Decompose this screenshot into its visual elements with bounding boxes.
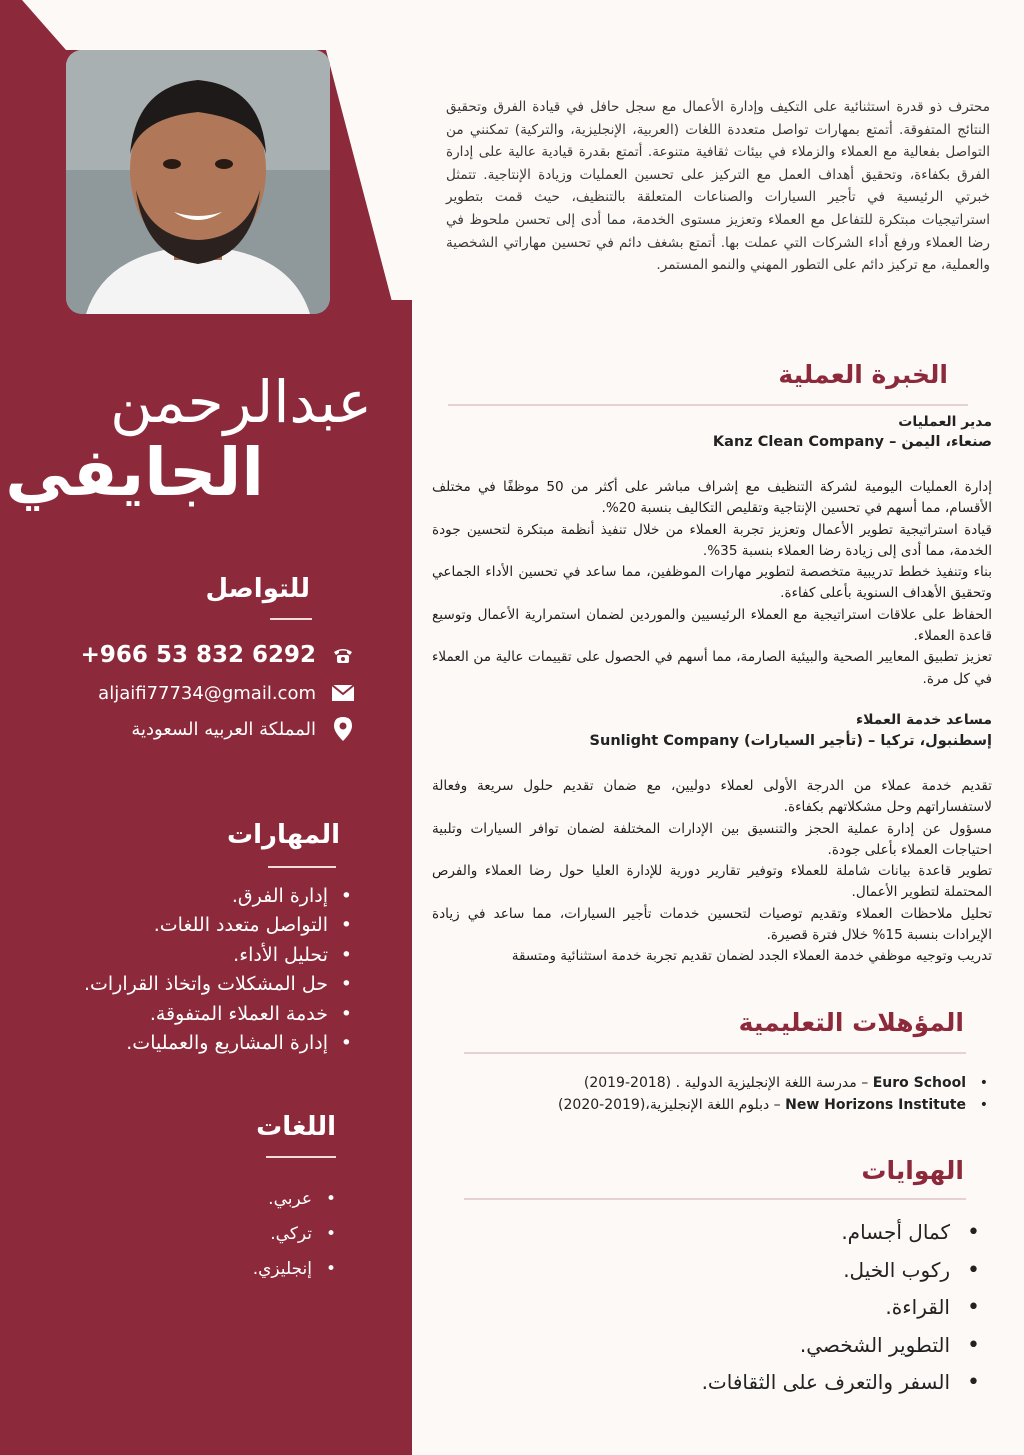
hobby-item: • كمال أجسام. <box>702 1214 984 1252</box>
education-item <box>558 1072 992 1094</box>
last-name: الجايفي <box>5 434 264 511</box>
job-bullet: إدارة العمليات اليومية لشركة التنظيف مع إشراف مباشر على أكثر من 50 موظفًا في مختلف الأقسام، مما أسهم في تحسين الإنتاجية وتقليص التكاليف بنسبة 20%. <box>432 479 992 517</box>
location-pin-icon <box>330 716 356 742</box>
job-description <box>432 776 992 968</box>
education-list <box>558 1072 992 1116</box>
language-item: • إنجليزي. <box>253 1252 338 1287</box>
profile-photo <box>66 50 330 314</box>
education-rule <box>464 1052 966 1054</box>
first-name: عبدالرحمن <box>110 368 372 436</box>
contact-email-row <box>98 680 356 706</box>
job-description <box>432 477 992 690</box>
education-heading: المؤهلات التعليمية <box>738 1008 964 1037</box>
job-bullet: بناء وتنفيذ خطط تدريبية متخصصة لتطوير مهارات الموظفين، مما ساعد في تحسين الأداء الجماعي وتحقيق الأهداف السنوية بأعلى كفاءة. <box>432 564 992 602</box>
languages-list <box>253 1182 338 1287</box>
hobby-item: • ركوب الخيل. <box>702 1252 984 1290</box>
job-bullet: الحفاظ على علاقات استراتيجية مع العملاء الرئيسيين والموردين لضمان استمرارية الأعمال وتوسيع قاعدة العملاء. <box>432 606 992 645</box>
skills-heading: المهارات <box>226 820 340 850</box>
job-bullet: مسؤول عن إدارة عملية الحجز والتنسيق بين الإدارات المختلفة لضمان توافر السيارات وتلبية احتياجات العملاء بأعلى جودة. <box>432 820 992 858</box>
job-bullet: تطوير قاعدة بيانات شاملة للعملاء وتوفير تقارير دورية للإدارة العليا حول رضا العملاء والفرص المحتملة لتطوير الأعمال. <box>432 863 992 901</box>
contact-location-row <box>131 716 356 742</box>
job-company: صنعاء، اليمن – Kanz Clean Company <box>712 434 992 450</box>
phone-number[interactable]: +966 53 832 6292 <box>80 642 316 668</box>
skill-item: • تحليل الأداء. <box>84 941 354 970</box>
school-detail: – مدرسة اللغة الإنجليزية الدولية . (2018-2019) <box>583 1075 873 1091</box>
job-bullet: تعزيز تطبيق المعايير الصحية والبيئية الصارمة، مما أسهم في الحصول على تقييمات عالية من العملاء في كل مرة. <box>432 649 992 687</box>
school-name: New Horizons Institute <box>785 1097 966 1113</box>
skills-list <box>84 882 354 1058</box>
skill-item: • حل المشكلات واتخاذ القرارات. <box>84 970 354 999</box>
job-bullet: تقديم خدمة عملاء من الدرجة الأولى لعملاء دوليين، مع ضمان تقديم حلول سريعة وفعالة لاستفساراتهم وحل مشكلاتهم بكفاءة. <box>432 778 992 816</box>
languages-heading: اللغات <box>256 1112 336 1142</box>
contact-phone-row <box>81 642 356 668</box>
job-company: إسطنبول، تركيا – (تأجير السيارات) Sunlight Company <box>589 733 992 749</box>
skill-item: • خدمة العملاء المتفوقة. <box>84 1000 354 1029</box>
envelope-icon <box>330 680 356 706</box>
contact-rule <box>270 618 312 620</box>
job-title: مدير العمليات <box>898 414 992 430</box>
profile-summary: محترف ذو قدرة استثنائية على التكيف وإدارة الأعمال مع سجل حافل في قيادة الفرق وتحقيق النتائج المتفوقة. أتمتع بمهارات تواصل متعددة اللغات (العربية، الإنجليزية، والتركية) تمكنني من التواصل بفعالية مع العملاء والزملاء في بيئات ثقافية متنوعة. أتمتع بقدرة قيادية عالية على إدارة الفرق بكفاءة، وتحقيق أهداف العمل مع التركيز على تحسين العمليات وزيادة الإنتاجية. تتمثل خبرتي الرئيسية في تأجير السيارات والصناعات المتعلقة بالتنظيف، حيث قمت بتطوير استراتيجيات مبتكرة للتفاعل مع العملاء وتعزيز مستوى الخدمة، مما أدى إلى تحسن ملحوظ في رضا العملاء ورفع أداء الشركات التي عملت بها. أتمتع بشغف دائم في تحسين مهاراتي الشخصية والعملية، مع تركيز دائم على التطور المهني والنمو المستمر. <box>446 99 990 274</box>
hobbies-heading: الهوايات <box>861 1156 964 1185</box>
job-bullet: تحليل ملاحظات العملاء وتقديم توصيات لتحسين خدمات تأجير السيارات، مما ساعد في زيادة الإيرادات بنسبة 15% خلال فترة قصيرة. <box>432 905 992 944</box>
hobby-item: • السفر والتعرف على الثقافات. <box>702 1364 984 1402</box>
phone-icon <box>330 642 356 668</box>
hobby-item: • القراءة. <box>702 1289 984 1327</box>
contact-heading: للتواصل <box>205 574 310 604</box>
experience-rule <box>448 404 968 406</box>
skills-rule <box>268 866 336 868</box>
job-bullet: قيادة استراتيجية تطوير الأعمال وتعزيز تجربة العملاء من خلال تنفيذ أنظمة مبتكرة لتحسين جودة الخدمة، مما أدى إلى زيادة رضا العملاء بنسبة 35%. <box>432 521 992 559</box>
language-item: • عربي. <box>253 1182 338 1217</box>
skill-item: • إدارة المشاريع والعمليات. <box>84 1029 354 1058</box>
hobby-item: • التطوير الشخصي. <box>702 1327 984 1365</box>
job-bullet: تدريب وتوجيه موظفي خدمة العملاء الجدد لضمان تقديم تجربة خدمة استثنائية ومتسقة <box>511 948 992 965</box>
languages-rule <box>266 1156 336 1158</box>
skill-item: • إدارة الفرق. <box>84 882 354 911</box>
education-item <box>558 1094 992 1116</box>
language-item: • تركي. <box>253 1217 338 1252</box>
school-detail: – دبلوم اللغة الإنجليزية،(2019-2020) <box>558 1097 786 1113</box>
location-text: المملكة العربيه السعودية <box>131 718 316 740</box>
email-address[interactable]: aljaifi77734@gmail.com <box>98 682 316 704</box>
experience-heading: الخبرة العملية <box>778 360 948 389</box>
school-name: Euro School <box>872 1075 966 1091</box>
hobbies-list <box>702 1214 984 1402</box>
hobbies-rule <box>464 1198 966 1200</box>
job-title: مساعد خدمة العملاء <box>855 712 992 728</box>
skill-item: • التواصل متعدد اللغات. <box>84 911 354 940</box>
